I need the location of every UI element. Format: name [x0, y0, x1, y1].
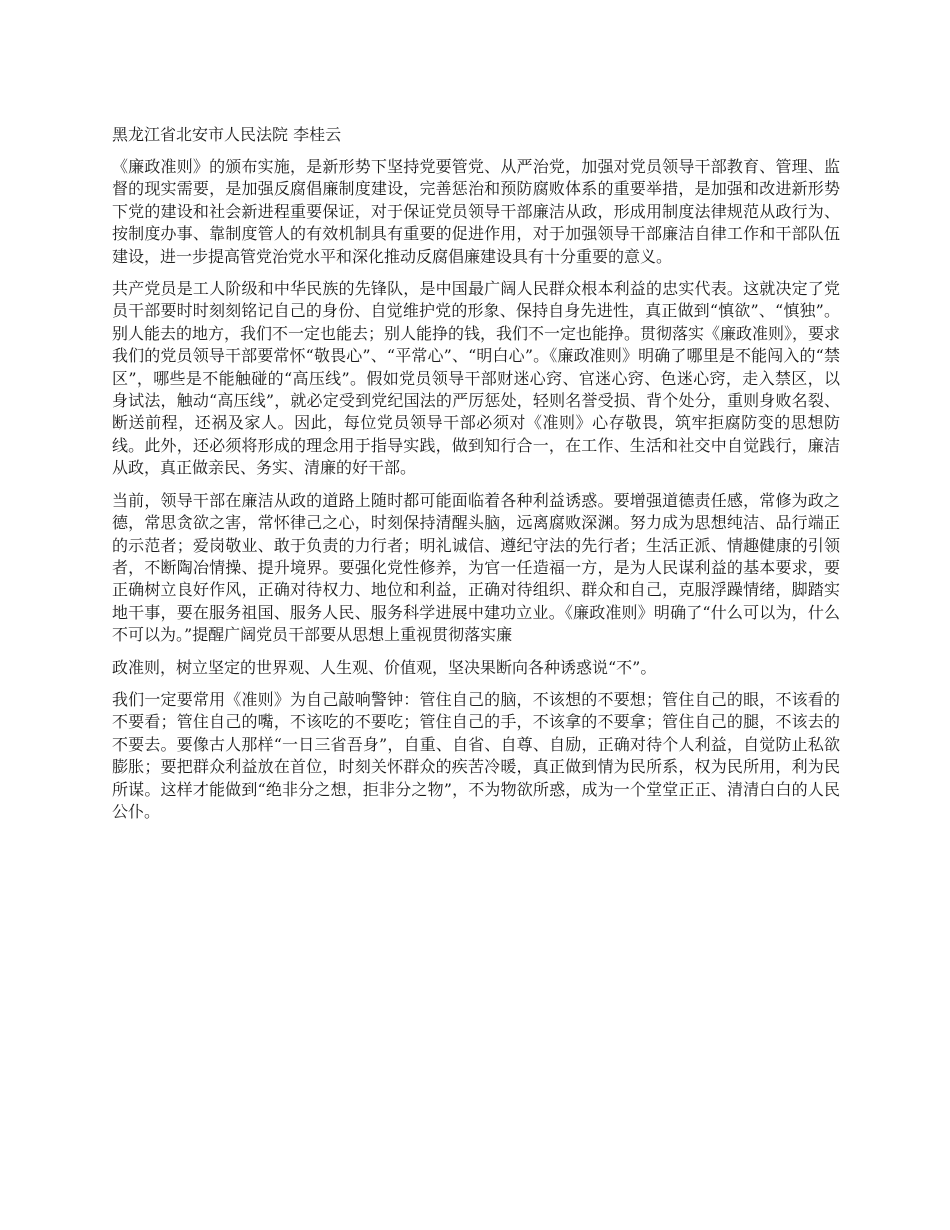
paragraph-3: 当前，领导干部在廉洁从政的道路上随时都可能面临着各种利益诱惑。要增强道德责任感，常修为政之德，常思贪欲之害，常怀律己之心，时刻保持清醒头脑，远离腐败深渊。努力成为思想纯洁、品行端正的示范者；爱岗敬业、敢于负责的力行者；明礼诚信、遵纪守法的先行者；生活正派、情趣健康的引领者，不断陶冶情操、提升境界。要强化党性修养，为官一任造福一方，是为人民谋利益的基本要求，要正确树立良好作风，正确对待权力、地位和利益，正确对待组织、群众和自己，克服浮躁情绪，脚踏实地干事，要在服务祖国、服务人民、服务科学进展中建功立业。《廉政准则》明确了“什么可以为，什么不可以为。”提醒广阔党员干部要从思想上重视贯彻落实廉	[112, 490, 840, 645]
paragraph-4: 政准则，树立坚定的世界观、人生观、价值观，坚决果断向各种诱惑说“不”。	[112, 657, 657, 677]
author-line: 黑龙江省北安市人民法院 李桂云	[112, 125, 342, 144]
paragraph-2: 共产党员是工人阶级和中华民族的先锋队，是中国最广阔人民群众根本利益的忠实代表。这就决定了党员干部要时时刻刻铭记自己的身份、自觉维护党的形象、保持自身先进性，真正做到“慎欲”、“慎独”。别人能去的地方，我们不一定也能去；别人能挣的钱，我们不一定也能挣。贯彻落实《廉政准则》，要求我们的党员领导干部要常怀“敬畏心”、“平常心”、“明白心”。《廉政准则》明确了哪里是不能闯入的“禁区”，哪些是不能触碰的“高压线”。假如党员领导干部财迷心窍、官迷心窍、色迷心窍，走入禁区，以身试法，触动“高压线”，就必定受到党纪国法的严厉惩处，轻则名誉受损、背个处分，重则身败名裂、断送前程，还祸及家人。因此，每位党员领导干部必须对《准则》心存敬畏，筑牢拒腐防变的思想防线。此外，还必须将形成的理念用于指导实践，做到知行合一，在工作、生活和社交中自觉践行，廉洁从政，真正做亲民、务实、清廉的好干部。	[112, 279, 841, 478]
paragraph-5: 我们一定要常用《准则》为自己敲响警钟：管住自己的脑，不该想的不要想；管住自己的眼，不该看的不要看；管住自己的嘴，不该吃的不要吃；管住自己的手，不该拿的不要拿；管住自己的腿，不该去的不要去。要像古人那样“一日三省吾身”，自重、自省、自尊、自励，正确对待个人利益，自觉防止私欲膨胀；要把群众利益放在首位，时刻关怀群众的疾苦冷暖，真正做到情为民所系，权为民所用，利为民所谋。这样才能做到“绝非分之想，拒非分之物”，不为物欲所惑，成为一个堂堂正正、清清白白的人民公仆。	[112, 689, 840, 821]
paragraph-1: 《廉政准则》的颁布实施，是新形势下坚持党要管党、从严治党，加强对党员领导干部教育、管理、监督的现实需要，是加强反腐倡廉制度建设，完善惩治和预防腐败体系的重要举措，是加强和改进新形势下党的建设和社会新进程重要保证，对于保证党员领导干部廉洁从政，形成用制度法律规范从政行为、按制度办事、靠制度管人的有效机制具有重要的促进作用，对于加强领导干部廉洁自律工作和干部队伍建设，进一步提高管党治党水平和深化推动反腐倡廉建设具有十分重要的意义。	[112, 157, 840, 266]
document-page	[112, 124, 840, 833]
